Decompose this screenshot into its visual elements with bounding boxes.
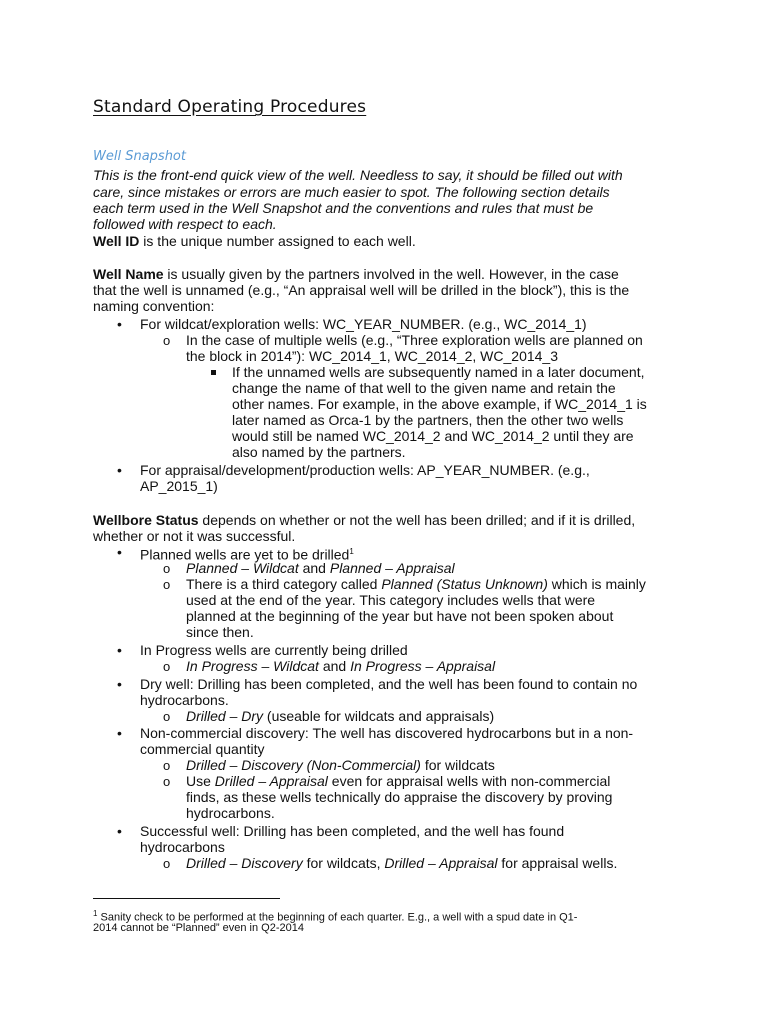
sub-bullet-marker: o bbox=[163, 856, 171, 871]
intro-line: each term used in the Well Snapshot and the conventions and rules that must be bbox=[93, 200, 594, 216]
sub-bullet-item: In Progress – Wildcat and In Progress – Appraisal bbox=[186, 658, 496, 674]
tertiary-item: change the name of that well to the given name and retain the bbox=[232, 380, 616, 396]
intro-line: care, since mistakes or errors are much easier to spot. The following section details bbox=[93, 184, 610, 200]
bullet-marker: • bbox=[117, 676, 122, 692]
bullet-item-appraisal: For appraisal/development/production wells: AP_YEAR_NUMBER. (e.g., bbox=[140, 462, 590, 478]
footnote-separator bbox=[93, 898, 280, 899]
sub-bullet-item: In the case of multiple wells (e.g., “Three exploration wells are planned on bbox=[186, 332, 643, 348]
bullet-marker: • bbox=[117, 316, 122, 332]
sub-bullet-item: Drilled – Discovery for wildcats, Drilled – Appraisal for appraisal wells. bbox=[186, 855, 618, 871]
bullet-marker: • bbox=[117, 462, 122, 478]
sub-bullet-item: planned at the beginning of the year but have not been spoken about bbox=[186, 608, 614, 624]
wellbore-line: Wellbore Status depends on whether or not the well has been drilled; and if it is drilled, bbox=[93, 512, 636, 528]
page-title: Standard Operating Procedures bbox=[93, 97, 367, 117]
sub-bullet-item: finds, as these wells technically do appraise the discovery by proving bbox=[186, 789, 613, 805]
well-name-line: that the well is unnamed (e.g., “An appraisal well will be drilled in the block”), this is the bbox=[93, 282, 630, 298]
well-id-label: Well ID bbox=[93, 233, 140, 249]
sub-bullet-item: the block in 2014”): WC_2014_1, WC_2014_2, WC_2014_3 bbox=[186, 348, 558, 364]
sub-bullet-item: hydrocarbons. bbox=[186, 805, 275, 821]
sub-bullet-item: Drilled – Dry (useable for wildcats and appraisals) bbox=[186, 708, 495, 724]
sub-bullet-marker: o bbox=[163, 659, 171, 674]
tertiary-item: would still be named WC_2014_2 and WC_2014_2 until they are bbox=[232, 428, 634, 444]
tertiary-item: If the unnamed wells are subsequently named in a later document, bbox=[232, 364, 645, 380]
bullet-item-successful: Successful well: Drilling has been completed, and the well has found bbox=[140, 823, 565, 839]
bullet-marker: • bbox=[117, 823, 122, 839]
tertiary-item: other names. For example, in the above example, if WC_2014_1 is bbox=[232, 396, 647, 412]
bullet-item-planned: Planned wells are yet to be drilled$^1$ bbox=[140, 546, 354, 563]
sub-bullet-item: since then. bbox=[186, 624, 254, 640]
sub-bullet-marker: o bbox=[163, 774, 171, 789]
footnote-number: 1 bbox=[93, 909, 98, 918]
sub-bullet-marker: o bbox=[163, 758, 171, 773]
bullet-item-appraisal: AP_2015_1) bbox=[140, 478, 218, 494]
bullet-item-noncommercial: commercial quantity bbox=[140, 741, 265, 757]
square-bullet-marker bbox=[211, 370, 216, 375]
bullet-item-successful: hydrocarbons bbox=[140, 839, 225, 855]
sub-bullet-item: There is a third category called Planned (Status Unknown) which is mainly bbox=[186, 576, 646, 592]
sub-bullet-item: Drilled – Discovery (Non-Commercial) for wildcats bbox=[186, 757, 495, 773]
well-name-line: naming convention: bbox=[93, 298, 215, 314]
footnote-ref[interactable]: 1 bbox=[349, 547, 354, 556]
sub-bullet-item: Use Drilled – Appraisal even for appraisal wells with non-commercial bbox=[186, 773, 611, 789]
section-heading-well-snapshot: Well Snapshot bbox=[93, 149, 186, 164]
bullet-marker: • bbox=[117, 725, 122, 741]
bullet-marker: • bbox=[117, 642, 122, 658]
tertiary-item: also named by the partners. bbox=[232, 444, 406, 460]
sub-bullet-item: Planned – Wildcat and Planned – Appraisal bbox=[186, 560, 455, 576]
wellbore-line: whether or not it was successful. bbox=[93, 528, 296, 544]
bullet-marker: • bbox=[117, 544, 122, 560]
well-name-line: Well Name is usually given by the partners involved in the well. However, in the case bbox=[93, 266, 619, 282]
intro-line: followed with respect to each. bbox=[93, 216, 277, 232]
tertiary-item: later named as Orca-1 by the partners, then the other two wells bbox=[232, 412, 624, 428]
well-id-line bbox=[93, 233, 416, 249]
bullet-item-dry: Dry well: Drilling has been completed, and the well has been found to contain no bbox=[140, 676, 638, 692]
sub-bullet-marker: o bbox=[163, 709, 171, 724]
sub-bullet-marker: o bbox=[163, 577, 171, 592]
bullet-item-in-progress: In Progress wells are currently being drilled bbox=[140, 642, 408, 658]
sub-bullet-marker: o bbox=[163, 561, 171, 576]
footnote-line: 2014 cannot be “Planned” even in Q2-2014 bbox=[93, 922, 304, 934]
wellbore-status-label: Wellbore Status bbox=[93, 512, 199, 528]
sub-bullet-item: used at the end of the year. This category includes wells that were bbox=[186, 592, 596, 608]
intro-line: This is the front-end quick view of the well. Needless to say, it should be filled out with bbox=[93, 167, 623, 183]
bullet-item-noncommercial: Non-commercial discovery: The well has discovered hydrocarbons but in a non- bbox=[140, 725, 634, 741]
bullet-item-wildcat: For wildcat/exploration wells: WC_YEAR_NUMBER. (e.g., WC_2014_1) bbox=[140, 316, 587, 332]
footnote-line: $^1$ Sanity check to be performed at the beginning of each quarter. E.g., a well with a spud date in Q1- bbox=[93, 909, 578, 924]
well-id-text: is the unique number assigned to each well. bbox=[139, 233, 416, 249]
well-name-label: Well Name bbox=[93, 266, 164, 282]
bullet-item-dry: hydrocarbons. bbox=[140, 692, 229, 708]
sub-bullet-marker: o bbox=[163, 333, 171, 348]
